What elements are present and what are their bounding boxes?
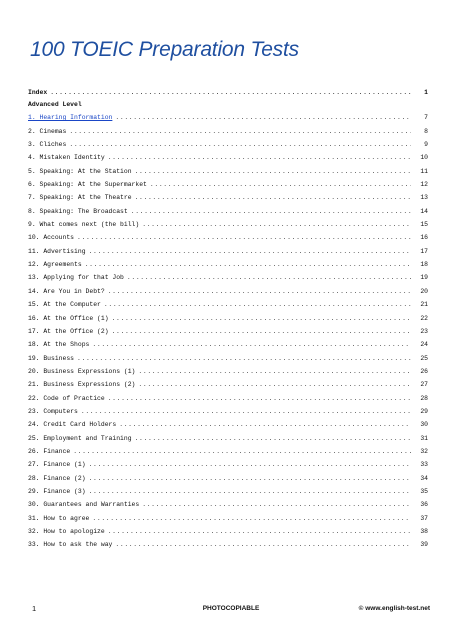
toc-entry-page: 23: [420, 327, 428, 335]
dot-leader: [135, 191, 411, 204]
dot-leader: [127, 271, 411, 284]
toc-entry[interactable]: [28, 111, 428, 124]
toc-entry-label: 15. At the Computer: [28, 301, 101, 309]
dot-leader: [77, 231, 411, 244]
toc-entry-label: 14. Are You in Debt?: [28, 287, 105, 295]
toc-entry[interactable]: [28, 205, 428, 218]
toc-entry-label: 27. Finance (1): [28, 461, 86, 469]
toc-entry-page: 39: [420, 541, 428, 549]
dot-leader: [150, 178, 411, 191]
toc-entry-page: 20: [420, 287, 428, 295]
toc-entry-label: 28. Finance (2): [28, 474, 86, 482]
toc-entry-label: 5. Speaking: At the Station: [28, 167, 132, 175]
toc-entry[interactable]: [28, 312, 428, 325]
toc-index-page: 1: [424, 89, 428, 96]
section-heading: Advanced Level: [28, 101, 82, 109]
toc-entry[interactable]: [28, 325, 428, 338]
toc-entry-label: 4. Mistaken Identity: [28, 154, 105, 162]
dot-leader: [89, 458, 411, 471]
dot-leader: [138, 365, 411, 378]
dot-leader: [119, 418, 411, 431]
toc-entry[interactable]: [28, 352, 428, 365]
toc-entry[interactable]: [28, 231, 428, 244]
toc-entry-page: 29: [420, 407, 428, 415]
toc-entry-page: 38: [420, 528, 428, 535]
toc-entry-page: 10: [420, 154, 428, 162]
toc-entry-label: 23. Computers: [28, 407, 78, 415]
toc-entry-page: 27: [420, 381, 428, 389]
toc-entry-page: 22: [420, 314, 428, 322]
toc-entry-page: 37: [420, 514, 428, 522]
toc-entry[interactable]: [28, 432, 428, 445]
dot-leader: [112, 325, 411, 338]
toc-entry-page: 14: [420, 207, 428, 215]
dot-leader: [135, 432, 411, 445]
toc-entry[interactable]: [28, 418, 428, 431]
toc-entry-label: 18. At the Shops: [28, 341, 90, 349]
toc-entry[interactable]: [28, 498, 428, 511]
dot-leader: [138, 378, 411, 391]
dot-leader: [115, 111, 411, 124]
toc-entry[interactable]: [28, 392, 428, 405]
dot-leader: [69, 125, 411, 138]
toc-entry-page: 13: [420, 194, 428, 202]
toc-entry[interactable]: [28, 472, 428, 485]
toc-index-label: Index: [28, 89, 48, 96]
toc-entry[interactable]: [28, 365, 428, 378]
toc-entry-page: 35: [420, 487, 428, 495]
toc-entry-label: 8. Speaking: The Broadcast: [28, 207, 128, 215]
toc-entry-page: 7: [424, 114, 428, 122]
toc-entry-label: 30. Guarantees and Warranties: [28, 501, 140, 509]
toc-entry-link[interactable]: 1. Hearing Information: [28, 114, 113, 122]
toc-entry-page: 17: [420, 247, 428, 255]
toc-entry[interactable]: [28, 138, 428, 151]
toc-entry[interactable]: [28, 258, 428, 271]
toc-index-row[interactable]: [28, 86, 428, 99]
dot-leader: [142, 218, 411, 231]
footer-copyright: © www.english-test.net: [358, 605, 430, 612]
toc-entry-page: 31: [420, 434, 428, 442]
toc-entry-page: 9: [424, 141, 428, 149]
dot-leader: [108, 525, 411, 538]
toc-entry-page: 28: [420, 394, 428, 402]
page-title: 100 TOEIC Preparation Tests: [30, 38, 299, 61]
dot-leader: [92, 512, 411, 525]
toc-entry[interactable]: [28, 378, 428, 391]
toc-entry[interactable]: [28, 338, 428, 351]
dot-leader: [89, 245, 411, 258]
toc-entry-page: 16: [420, 234, 428, 242]
toc-entry-page: 32: [420, 447, 428, 455]
footer-page-number: 1: [32, 604, 37, 613]
toc-entry-page: 33: [420, 461, 428, 469]
toc-entry-page: 26: [420, 367, 428, 375]
toc-entries: [28, 111, 428, 551]
toc-entry[interactable]: [28, 525, 428, 538]
toc-entry-page: 18: [420, 261, 428, 269]
dot-leader: [108, 285, 411, 298]
toc-entry-label: 12. Agreements: [28, 261, 82, 269]
toc-entry[interactable]: [28, 178, 428, 191]
toc-entry[interactable]: [28, 245, 428, 258]
toc-entry[interactable]: [28, 512, 428, 525]
toc-entry-page: 36: [420, 501, 428, 509]
section-heading-row: [28, 99, 428, 111]
dot-leader: [108, 392, 411, 405]
dot-leader: [81, 405, 411, 418]
toc-entry[interactable]: [28, 538, 428, 551]
dot-leader: [69, 138, 411, 151]
dot-leader: [131, 205, 411, 218]
toc-entry-label: 11. Advertising: [28, 247, 86, 255]
toc-entry-label: 31. How to agree: [28, 514, 90, 522]
toc-entry[interactable]: [28, 285, 428, 298]
dot-leader: [50, 86, 411, 99]
toc-entry-label: 13. Applying for that Job: [28, 274, 124, 282]
dot-leader: [104, 298, 411, 311]
toc-entry-label: 20. Business Expressions (1): [28, 367, 136, 375]
toc-entry-label: 16. At the Office (1): [28, 314, 109, 322]
toc-entry[interactable]: [28, 485, 428, 498]
toc-entry-page: 21: [420, 301, 428, 309]
toc-entry-label: 19. Business: [28, 354, 75, 362]
toc-entry-label: 6. Speaking: At the Supermarket: [28, 181, 147, 189]
toc-entry[interactable]: [28, 151, 428, 164]
toc-entry-page: 34: [420, 474, 428, 482]
toc-entry-label: 22. Code of Practice: [28, 394, 105, 402]
toc-entry-label: 29. Finance (3): [28, 487, 86, 495]
toc-entry-label: 21. Business Expressions (2): [28, 381, 136, 389]
toc-entry-label: 3. Cliches: [28, 141, 67, 149]
dot-leader: [108, 151, 411, 164]
dot-leader: [85, 258, 411, 271]
toc-entry-label: 26. Finance: [28, 447, 71, 455]
table-of-contents: [28, 86, 428, 552]
dot-leader: [135, 165, 411, 178]
toc-entry-label: 2. Cinemas: [28, 127, 67, 135]
toc-entry[interactable]: [28, 445, 428, 458]
toc-entry-label: 24. Credit Card Holders: [28, 421, 117, 429]
toc-entry-label: 7. Speaking: At the Theatre: [28, 194, 132, 202]
page-footer: [32, 604, 430, 616]
toc-entry[interactable]: [28, 458, 428, 471]
dot-leader: [112, 312, 411, 325]
toc-entry-page: 24: [420, 341, 428, 349]
dot-leader: [142, 498, 411, 511]
toc-entry-label: 33. How to ask the way: [28, 541, 113, 549]
dot-leader: [89, 485, 411, 498]
toc-entry[interactable]: [28, 218, 428, 231]
dot-leader: [115, 538, 411, 551]
dot-leader: [73, 445, 411, 458]
toc-entry-label: 17. At the Office (2): [28, 327, 109, 335]
toc-entry[interactable]: [28, 165, 428, 178]
toc-entry-label: 32. How to apologize: [28, 528, 105, 535]
toc-entry-page: 15: [420, 221, 428, 229]
toc-entry-page: 12: [420, 181, 428, 189]
dot-leader: [77, 352, 411, 365]
toc-entry[interactable]: [28, 405, 428, 418]
toc-entry[interactable]: [28, 191, 428, 204]
dot-leader: [89, 472, 411, 485]
footer-photocopiable: PHOTOCOPIABLE: [202, 605, 260, 612]
toc-entry-page: 30: [420, 421, 428, 429]
toc-entry-page: 25: [420, 354, 428, 362]
toc-entry-label: 10. Accounts: [28, 234, 75, 242]
toc-entry-page: 11: [420, 167, 428, 175]
dot-leader: [92, 338, 411, 351]
toc-entry-label: 25. Employment and Training: [28, 434, 132, 442]
toc-entry-page: 8: [424, 127, 428, 135]
toc-entry[interactable]: [28, 298, 428, 311]
toc-entry[interactable]: [28, 125, 428, 138]
toc-entry-page: 19: [420, 274, 428, 282]
toc-entry[interactable]: [28, 271, 428, 284]
toc-entry-label: 9. What comes next (the bill): [28, 221, 140, 229]
